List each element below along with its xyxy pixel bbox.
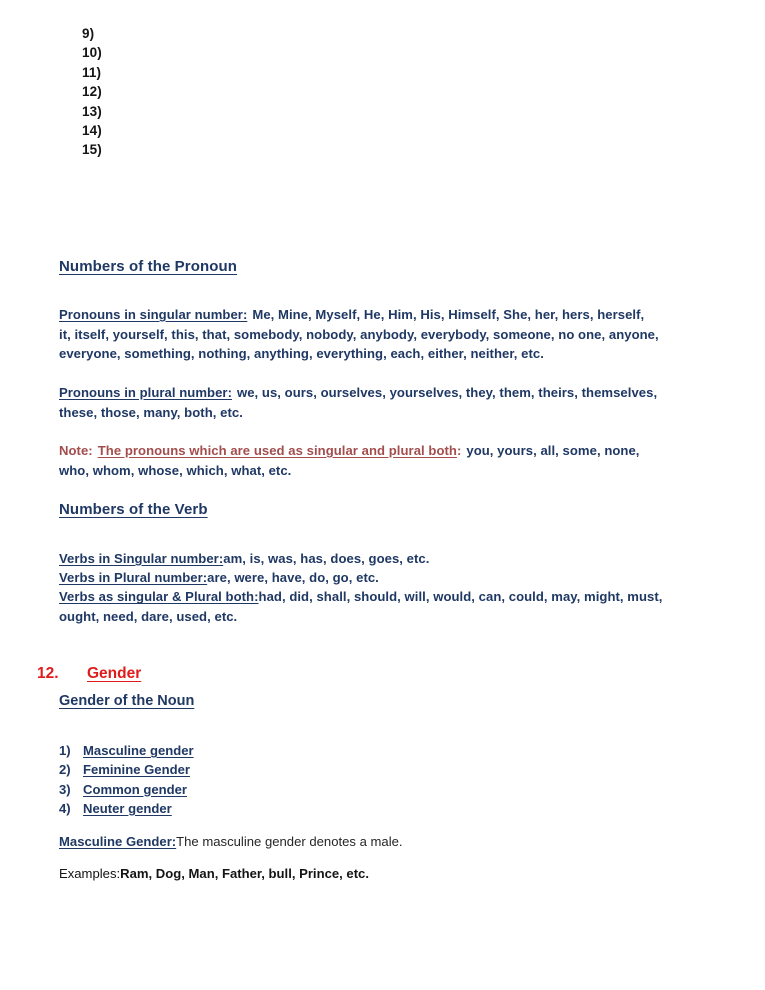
list-item-label: Feminine Gender xyxy=(83,762,190,778)
list-item-number: 4) xyxy=(59,800,71,816)
list-item-number: 1) xyxy=(59,743,71,758)
list-item xyxy=(59,760,194,779)
label-verbs-both: Verbs as singular & Plural both: xyxy=(59,589,259,605)
list-item: 13) xyxy=(82,103,102,119)
text-note-pronouns: you, yours, all, some, none, who, whom, whose, which, what, etc. xyxy=(59,443,640,478)
text-masculine-gender-definition: The masculine gender denotes a male. xyxy=(176,834,403,849)
paragraph-pronouns-note xyxy=(59,441,673,480)
label-verbs-plural: Verbs in Plural number: xyxy=(59,570,208,586)
list-item: 15) xyxy=(82,142,102,158)
gender-types-list xyxy=(59,741,194,818)
list-item: 12) xyxy=(82,84,102,100)
text-pronouns-singular: Me, Mine, Myself, He, Him, His, Himself, She, her, hers, herself, it, itself, yourself, this, that, somebody, nobody, anybody, everybody, someone, no one, anyone, everyone, something, nothing, anything, everything, each, either, neither, etc. xyxy=(59,307,659,361)
line-verbs-both xyxy=(59,587,664,625)
list-item-label: Neuter gender xyxy=(83,800,172,816)
line-verbs-singular xyxy=(59,549,664,568)
heading-gender-of-the-noun: Gender of the Noun xyxy=(59,693,195,709)
label-examples: Examples: xyxy=(59,866,121,881)
section-number: 12. xyxy=(37,665,59,682)
list-item: 14) xyxy=(82,123,102,139)
label-verbs-singular: Verbs in Singular number: xyxy=(59,551,224,566)
list-item-number: 3) xyxy=(59,781,71,797)
list-item: 10) xyxy=(82,45,102,61)
paragraph-pronouns-plural xyxy=(59,383,659,422)
label-masculine-gender: Masculine Gender: xyxy=(59,834,177,849)
label-note-colon: : xyxy=(456,443,462,458)
heading-numbers-of-the-pronoun: Numbers of the Pronoun xyxy=(59,258,238,275)
list-item-label: Masculine gender xyxy=(83,743,194,758)
list-item xyxy=(59,799,194,818)
verb-lines-group xyxy=(59,549,664,626)
section-title-gender xyxy=(37,665,141,683)
label-pronouns-plural: Pronouns in plural number: xyxy=(59,385,232,400)
examples-masculine-gender xyxy=(59,864,369,883)
list-item-label: Common gender xyxy=(83,781,188,797)
line-verbs-plural xyxy=(59,568,664,587)
list-item xyxy=(59,741,194,760)
text-verbs-singular: am, is, was, has, does, goes, etc. xyxy=(223,551,430,566)
text-verbs-both: had, did, shall, should, will, would, can, could, may, might, must, ought, need, dare, used, etc. xyxy=(59,589,663,624)
list-item-number: 2) xyxy=(59,762,71,778)
section-title-text: Gender xyxy=(87,665,142,682)
label-note-phrase: The pronouns which are used as singular and plural both xyxy=(97,443,457,458)
label-pronouns-singular: Pronouns in singular number: xyxy=(59,307,248,322)
text-examples: Ram, Dog, Man, Father, bull, Prince, etc. xyxy=(120,866,369,881)
heading-numbers-of-the-verb: Numbers of the Verb xyxy=(59,501,208,518)
list-item xyxy=(59,780,194,799)
list-item: 11) xyxy=(82,64,102,80)
text-pronouns-plural: we, us, ours, ourselves, yourselves, they, them, theirs, themselves, these, those, many, both, etc. xyxy=(59,385,658,420)
label-note: Note: xyxy=(59,443,93,458)
text-verbs-plural: are, were, have, do, go, etc. xyxy=(207,570,379,586)
definition-masculine-gender xyxy=(59,832,403,851)
paragraph-pronouns-singular xyxy=(59,305,659,364)
numbered-stub-list xyxy=(82,24,282,160)
list-item: 9) xyxy=(82,26,95,41)
